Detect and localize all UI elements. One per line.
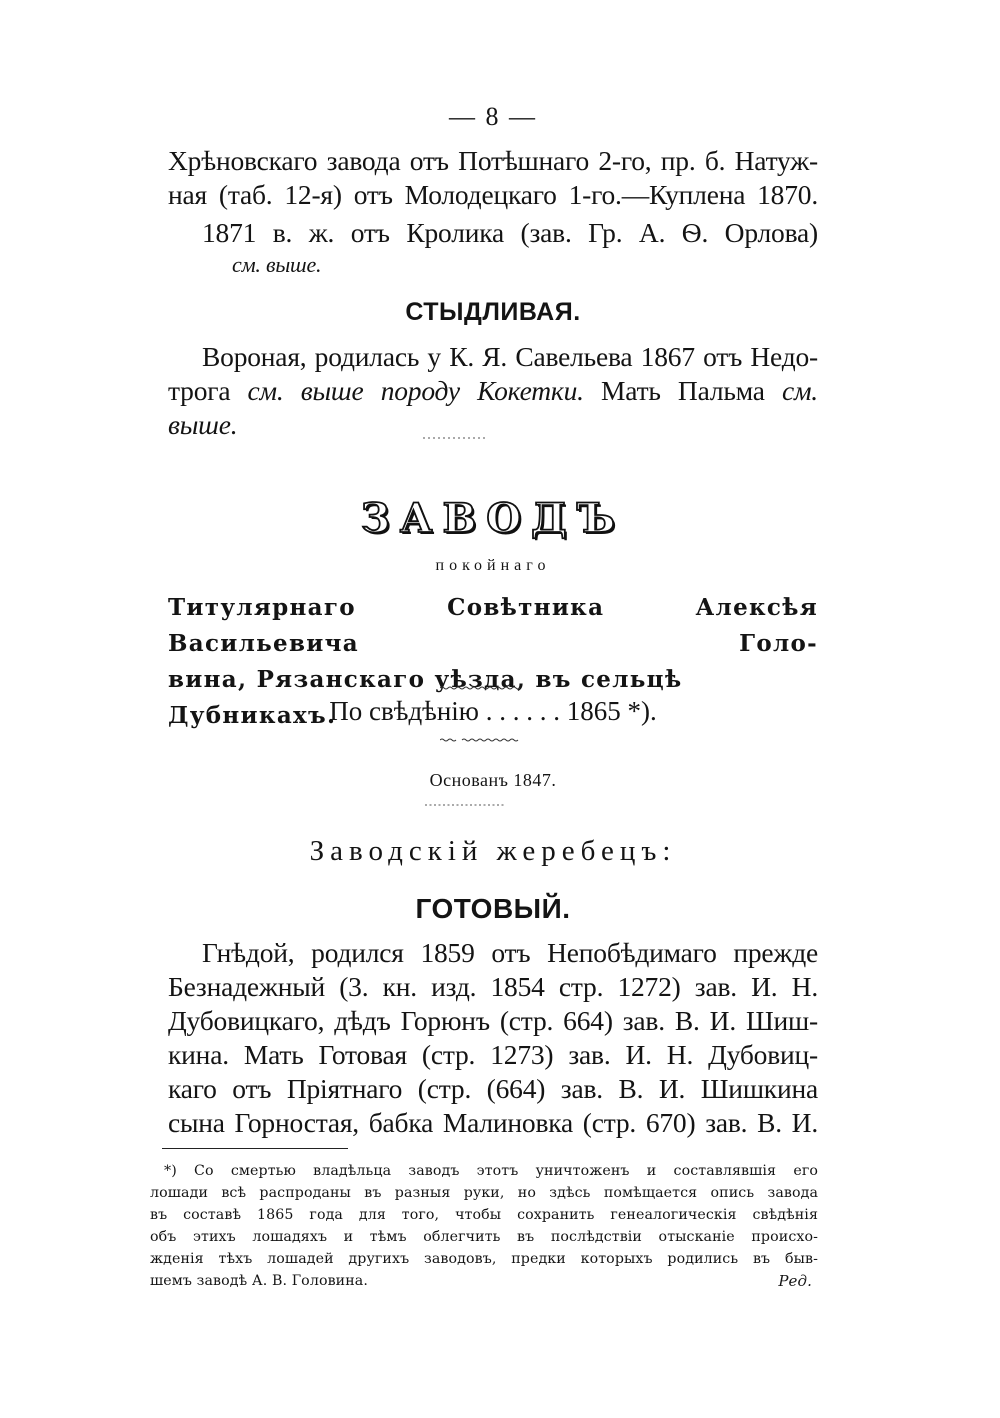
stallion-description [168, 936, 818, 1140]
text-fragment: Мать Пальма [601, 375, 765, 406]
foal-entry [168, 216, 818, 280]
footnote-line: въ составѣ 1865 года для того, чтобы сохранить генеалогическія свѣдѣнія [150, 1207, 818, 1223]
text-line: ная (таб. 12-я) отъ Молодецкаго 1-го.—Куплена 1870. [168, 179, 818, 210]
owner-line: вина, Рязанскаго уѣзда, въ сельцѣ Дубникахъ. [168, 666, 683, 729]
text-fragment: трога [168, 375, 231, 406]
stallion-name: ГОТОВЫЙ. [415, 893, 571, 924]
footnote [150, 1160, 818, 1292]
stallion-heading: Заводскій жеребецъ: [309, 835, 677, 867]
stud-info: По свѣдѣнію . . . . . . 1865 *). [329, 696, 657, 726]
stud-late-label: покойнаго [435, 557, 551, 574]
footnote-line: объ этихъ лошадяхъ и тѣмъ облегчить въ послѣдствіи отысканіе происхо- [150, 1229, 818, 1245]
footnote-line: шемъ заводѣ А. В. Головина. [150, 1273, 368, 1289]
footnote-line: жденія тѣхъ лошадей другихъ заводовъ, предки которыхъ родились въ быв- [150, 1251, 818, 1267]
top-paragraph [168, 144, 818, 212]
reference-text: см. выше. [168, 375, 818, 440]
text-line: Вороная, родилась у К. Я. Савельева 1867 отъ Недо- [202, 341, 818, 372]
foal-entry-ref: см. выше. [232, 252, 322, 277]
foal-entry-text: 1871 в. ж. отъ Кролика (зав. Гр. А. Ѳ. Орлова) [202, 217, 818, 248]
separator-ornament [423, 436, 485, 440]
separator-ornament [425, 803, 505, 807]
footnote-last-line [150, 1270, 818, 1292]
owner-line: Титулярнаго Совѣтника Алексѣя Васильевича Голо- [168, 594, 818, 657]
footnote-line: лошади всѣ распроданы въ разныя руки, но здѣсь помѣщается опись завода [150, 1185, 818, 1201]
text-line: каго отъ Пріятнаго (стр. (664) зав. В. И. Шишкина [168, 1073, 818, 1104]
separator-ornament [440, 686, 520, 690]
text-line: кина. Мать Готовая (стр. 1273) зав. И. Н. Дубовиц- [168, 1039, 818, 1070]
mare-description [168, 340, 818, 442]
reference-text: см. выше породу Кокетки. [247, 375, 584, 406]
stud-founded: Основанъ 1847. [429, 770, 557, 790]
text-line [168, 374, 818, 442]
text-line: Безнадежный (3. кн. изд. 1854 стр. 1272) зав. И. Н. [168, 971, 818, 1002]
separator-ornament [440, 738, 520, 742]
stud-title: ЗАВОДЪ [361, 495, 625, 542]
footnote-rule [162, 1148, 348, 1149]
editor-signature: Ред. [778, 1272, 812, 1290]
page-number: — 8 — [449, 102, 537, 131]
footnote-line: *) Со смертью владѣльца заводъ этотъ уничтоженъ и составлявшія его [164, 1163, 818, 1179]
text-line: сына Горностая, бабка Малиновка (стр. 670) зав. В. И. [168, 1107, 818, 1138]
mare-name: СТЫДЛИВАЯ. [405, 298, 581, 326]
text-line: Гнѣдой, родился 1859 отъ Непобѣдимаго прежде [202, 937, 818, 968]
text-line: Хрѣновскаго завода отъ Потѣшнаго 2-го, пр. б. Натуж- [168, 145, 818, 176]
text-line: Дубовицкаго, дѣдъ Горюнъ (стр. 664) зав. В. И. Шиш- [168, 1005, 818, 1036]
